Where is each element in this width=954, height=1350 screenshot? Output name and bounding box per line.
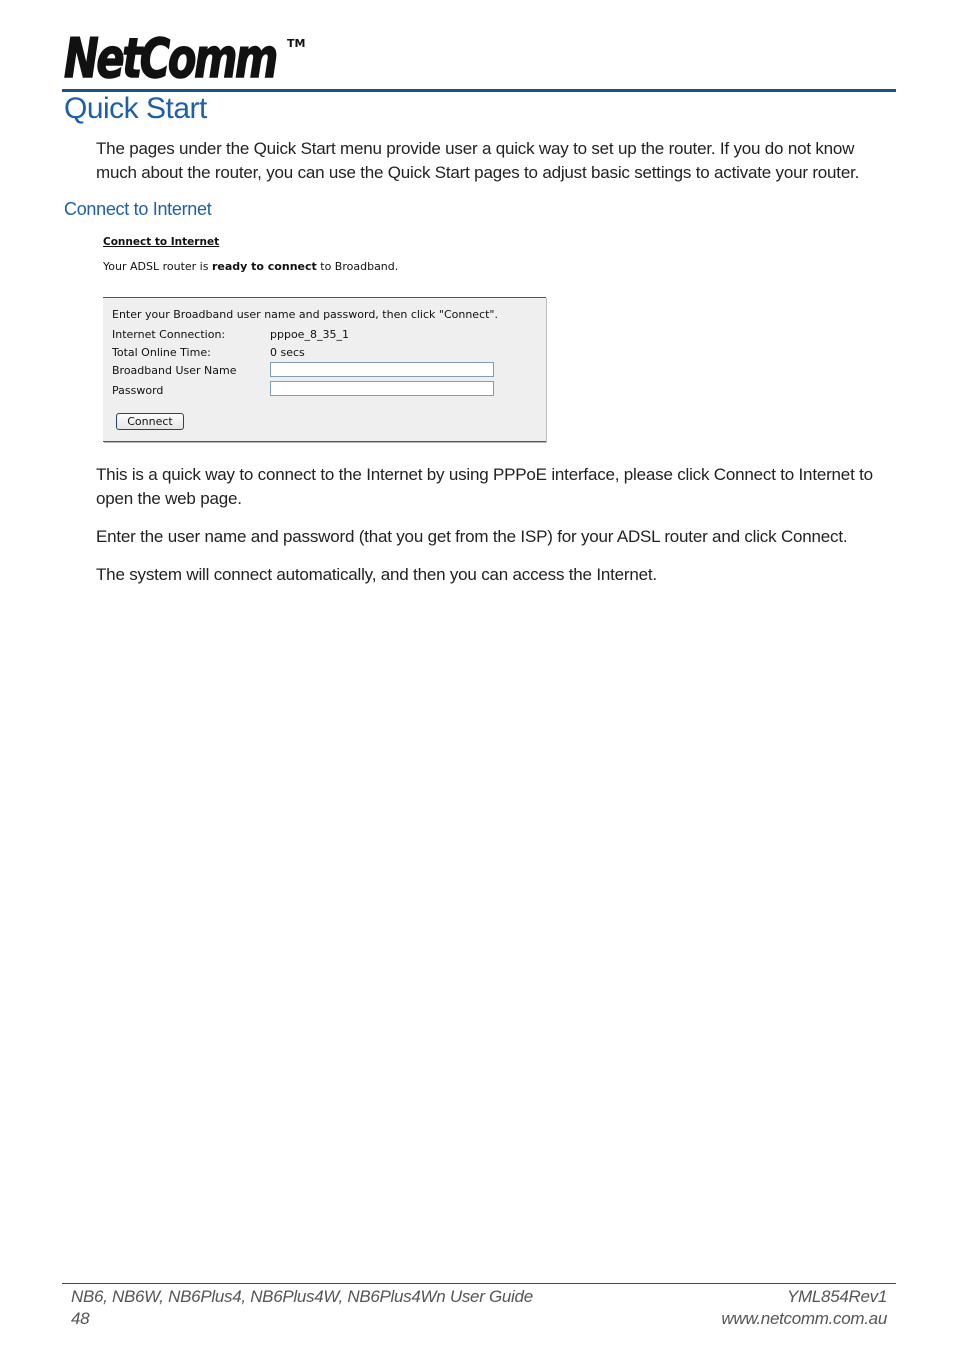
- online-time-label: Total Online Time:: [112, 346, 211, 359]
- connection-status: [103, 260, 398, 273]
- username-label: Broadband User Name: [112, 364, 237, 377]
- panel-instruction: Enter your Broadband user name and password, then click "Connect".: [112, 308, 498, 321]
- p1-link-text: Connect to Internet: [713, 465, 855, 484]
- section-heading: Connect to Internet: [64, 199, 212, 219]
- p2-text-before: Enter the user name and password (that you get from the ISP) for your ADSL router and click: [96, 527, 781, 546]
- online-time-value: 0 secs: [270, 346, 305, 359]
- p2-link-text: Connect: [780, 527, 843, 546]
- password-input[interactable]: [270, 381, 494, 396]
- internet-connection-value: pppoe_8_35_1: [270, 328, 349, 341]
- footer-right: [721, 1286, 887, 1330]
- footer-divider: [62, 1283, 896, 1284]
- password-label: Password: [112, 384, 164, 397]
- status-suffix: to Broadband.: [316, 260, 399, 273]
- footer-left: [71, 1286, 533, 1330]
- body-paragraph-2: [96, 525, 896, 549]
- internet-connection-label: Internet Connection:: [112, 328, 226, 341]
- page-title: Quick Start: [64, 92, 207, 125]
- intro-paragraph: The pages under the Quick Start menu provide user a quick way to set up the router. If you do not know much about the router, you can use the Quick Start pages to adjust basic settings to activate your router.: [96, 139, 860, 182]
- website: www.netcomm.com.au: [721, 1309, 887, 1328]
- screenshot-title[interactable]: Connect to Internet: [103, 236, 220, 248]
- status-prefix: Your ADSL router is: [103, 260, 212, 273]
- logo-wordmark: NetComm: [64, 28, 277, 84]
- router-ui-screenshot: [96, 226, 556, 448]
- status-bold: ready to connect: [211, 260, 317, 273]
- netcomm-logo: [62, 28, 307, 84]
- login-panel: [103, 297, 546, 442]
- connect-button[interactable]: Connect: [116, 413, 184, 430]
- body-paragraph-3: The system will connect automatically, and then you can access the Internet.: [96, 565, 657, 584]
- doc-code: YML854Rev1: [786, 1287, 887, 1306]
- page-number: 48: [71, 1309, 90, 1328]
- username-input[interactable]: [270, 362, 494, 377]
- p1-text-after: to open the web page.: [96, 465, 873, 508]
- p2-text-after: .: [842, 527, 848, 546]
- p1-text-before: This is a quick way to connect to the Internet by using PPPoE interface, please click: [96, 465, 714, 484]
- body-paragraph-1: [96, 463, 896, 511]
- guide-title: NB6, NB6W, NB6Plus4, NB6Plus4W, NB6Plus4Wn User Guide: [71, 1287, 533, 1306]
- trademark-mark: TM: [287, 37, 306, 50]
